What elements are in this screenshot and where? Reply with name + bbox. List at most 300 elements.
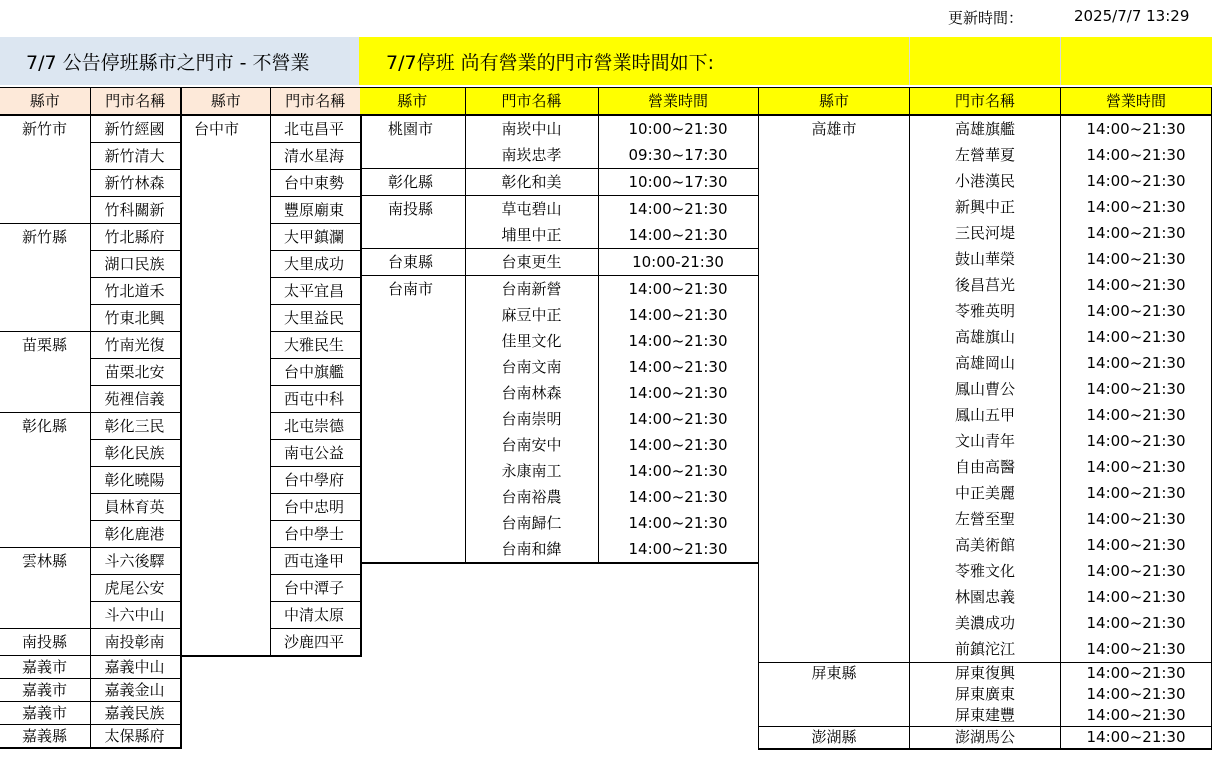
hours-cell: 14:00~21:30 [1061, 454, 1212, 480]
store-cell: 埔里中正 [465, 222, 598, 249]
store-cell: 美濃成功 [910, 610, 1061, 636]
table-row [0, 115, 181, 143]
store-cell: 太保縣府 [90, 725, 181, 749]
table-row [360, 380, 758, 406]
table-row [0, 602, 181, 629]
store-cell: 林園忠義 [910, 584, 1061, 610]
city-cell [182, 494, 271, 521]
table-row [759, 636, 1212, 663]
table-row [182, 413, 361, 440]
store-cell: 豐原廟東 [271, 197, 361, 224]
hours-cell: 14:00~21:30 [1061, 298, 1212, 324]
column-header-store: 門市名稱 [910, 88, 1061, 116]
store-cell: 清水星海 [271, 143, 361, 170]
table-row [182, 332, 361, 359]
city-cell [182, 305, 271, 332]
hours-cell: 14:00~21:30 [598, 510, 758, 536]
hours-cell: 14:00~21:30 [598, 484, 758, 510]
table-row [182, 305, 361, 332]
hours-cell: 14:00~21:30 [598, 302, 758, 328]
table-row [759, 376, 1212, 402]
city-cell [182, 629, 271, 657]
table-row [182, 629, 361, 657]
city-cell [182, 413, 271, 440]
table-row [360, 432, 758, 458]
store-cell: 竹科關新 [90, 197, 181, 224]
store-cell: 虎尾公安 [90, 575, 181, 602]
table-row [759, 480, 1212, 506]
table-row [182, 602, 361, 629]
store-cell: 南崁忠孝 [465, 142, 598, 169]
store-cell: 台中學士 [271, 521, 361, 548]
city-cell [182, 440, 271, 467]
city-cell [0, 143, 90, 170]
city-cell [0, 494, 90, 521]
hours-cell: 14:00~21:30 [1061, 684, 1212, 705]
city-cell [360, 302, 465, 328]
store-cell: 麻豆中正 [465, 302, 598, 328]
hours-cell: 14:00~21:30 [598, 196, 758, 223]
table-row [360, 328, 758, 354]
hours-cell: 14:00~21:30 [598, 406, 758, 432]
table-row [0, 332, 181, 359]
table-row [0, 359, 181, 386]
city-cell [360, 222, 465, 249]
table-row [0, 143, 181, 170]
store-cell: 新竹清大 [90, 143, 181, 170]
hours-cell: 14:00~21:30 [1061, 246, 1212, 272]
city-cell [759, 220, 910, 246]
city-cell: 屏東縣 [759, 663, 910, 685]
hours-cell: 14:00~21:30 [598, 458, 758, 484]
store-cell: 南崁中山 [465, 115, 598, 142]
store-cell: 苓雅文化 [910, 558, 1061, 584]
hours-cell: 14:00~21:30 [1061, 376, 1212, 402]
table-row [759, 272, 1212, 298]
store-cell: 台南裕農 [465, 484, 598, 510]
table-row [759, 727, 1212, 750]
table-row [182, 143, 361, 170]
closed-taichung-table [181, 87, 362, 657]
store-cell: 台南林森 [465, 380, 598, 406]
store-cell: 台中潭子 [271, 575, 361, 602]
city-cell [182, 467, 271, 494]
store-cell: 沙鹿四平 [271, 629, 361, 657]
city-cell [182, 359, 271, 386]
table-row [0, 656, 181, 679]
hours-cell: 14:00~21:30 [1061, 532, 1212, 558]
table-row [0, 305, 181, 332]
table-row [0, 629, 181, 656]
hours-cell: 14:00~21:30 [1061, 194, 1212, 220]
city-cell [182, 170, 271, 197]
table-row [360, 196, 758, 223]
store-cell: 台南安中 [465, 432, 598, 458]
hours-cell: 14:00~21:30 [1061, 350, 1212, 376]
table-row [0, 413, 181, 440]
closed-stores-table [0, 87, 182, 749]
city-cell [759, 272, 910, 298]
hours-cell: 14:00~21:30 [598, 222, 758, 249]
city-cell [0, 305, 90, 332]
store-cell: 大里成功 [271, 251, 361, 278]
store-cell: 新竹經國 [90, 115, 181, 143]
store-cell: 鼓山華榮 [910, 246, 1061, 272]
city-cell [360, 432, 465, 458]
column-header-city: 縣市 [759, 88, 910, 116]
table-row [0, 278, 181, 305]
store-cell: 嘉義中山 [90, 656, 181, 679]
table-row [360, 354, 758, 380]
store-cell: 苓雅英明 [910, 298, 1061, 324]
store-cell: 北屯崇德 [271, 413, 361, 440]
store-cell: 苑裡信義 [90, 386, 181, 413]
store-cell: 彰化民族 [90, 440, 181, 467]
city-cell: 嘉義市 [0, 656, 90, 679]
table-row [360, 115, 758, 142]
city-cell [182, 548, 271, 575]
column-header-store: 門市名稱 [90, 88, 181, 116]
column-header-hours: 營業時間 [1061, 88, 1212, 116]
hours-cell: 14:00~21:30 [1061, 402, 1212, 428]
store-cell: 彰化鹿港 [90, 521, 181, 548]
store-cell: 台南新營 [465, 276, 598, 303]
city-cell: 桃園市 [388, 120, 434, 138]
table-row [0, 725, 181, 749]
store-cell: 高美術館 [910, 532, 1061, 558]
table-row [182, 251, 361, 278]
table-row [182, 170, 361, 197]
hours-cell: 14:00~21:30 [598, 432, 758, 458]
hours-cell: 14:00~21:30 [1061, 428, 1212, 454]
store-cell: 西屯逢甲 [271, 548, 361, 575]
city-cell [182, 575, 271, 602]
hours-cell: 14:00~21:30 [1061, 636, 1212, 663]
table-row [360, 458, 758, 484]
city-cell: 新竹縣 [0, 224, 90, 251]
hours-cell: 14:00~21:30 [1061, 705, 1212, 727]
store-cell: 自由高醫 [910, 454, 1061, 480]
table-row [0, 575, 181, 602]
store-cell: 鳳山曹公 [910, 376, 1061, 402]
store-cell: 大里益民 [271, 305, 361, 332]
store-cell: 永康南工 [465, 458, 598, 484]
store-cell: 北屯昌平 [271, 115, 361, 143]
table-row [0, 521, 181, 548]
column-header-city: 縣市 [360, 88, 465, 116]
store-cell: 佳里文化 [465, 328, 598, 354]
city-cell [360, 458, 465, 484]
table-row [759, 246, 1212, 272]
table-row [759, 532, 1212, 558]
store-cell: 台南歸仁 [465, 510, 598, 536]
table-row [0, 170, 181, 197]
city-cell: 嘉義縣 [0, 725, 90, 749]
city-cell: 新竹市 [22, 120, 68, 139]
hours-cell: 14:00~21:30 [1061, 506, 1212, 532]
store-cell: 中清太原 [271, 602, 361, 629]
store-cell: 新興中正 [910, 194, 1061, 220]
city-cell: 彰化縣 [360, 169, 465, 196]
table-row [759, 684, 1212, 705]
store-cell: 太平宜昌 [271, 278, 361, 305]
city-cell [182, 332, 271, 359]
table-row [759, 584, 1212, 610]
city-cell [759, 480, 910, 506]
city-cell [759, 246, 910, 272]
table-row [759, 298, 1212, 324]
city-cell [759, 684, 910, 705]
hours-cell: 14:00~21:30 [1061, 220, 1212, 246]
store-cell: 屏東建豐 [910, 705, 1061, 727]
hours-cell: 14:00~21:30 [1061, 558, 1212, 584]
store-cell: 中正美麗 [910, 480, 1061, 506]
hours-cell: 14:00~21:30 [598, 354, 758, 380]
store-cell: 台南文南 [465, 354, 598, 380]
column-header-city: 縣市 [0, 88, 90, 116]
store-cell: 竹北縣府 [90, 224, 181, 251]
city-cell [0, 602, 90, 629]
store-cell: 南投彰南 [90, 629, 181, 656]
hours-cell: 14:00~21:30 [598, 328, 758, 354]
city-cell [0, 386, 90, 413]
table-row [759, 194, 1212, 220]
store-cell: 斗六中山 [90, 602, 181, 629]
table-row [360, 536, 758, 563]
table-row [360, 406, 758, 432]
city-cell [759, 454, 910, 480]
table-row [0, 251, 181, 278]
city-cell [0, 359, 90, 386]
table-row [182, 467, 361, 494]
store-cell: 大雅民生 [271, 332, 361, 359]
table-row [759, 220, 1212, 246]
hours-cell: 14:00~21:30 [1061, 663, 1212, 685]
table-row [360, 249, 758, 276]
table-row [759, 428, 1212, 454]
city-cell [759, 142, 910, 168]
table-row [182, 386, 361, 413]
city-cell [759, 532, 910, 558]
table-row [759, 558, 1212, 584]
table-row [0, 197, 181, 224]
city-cell [182, 251, 271, 278]
hours-cell: 10:00~21:30 [598, 115, 758, 142]
hours-cell: 14:00~21:30 [598, 536, 758, 563]
table-row [759, 454, 1212, 480]
column-header-store: 門市名稱 [465, 88, 598, 116]
open-stores-table-b [758, 87, 1212, 750]
city-cell [0, 440, 90, 467]
table-row [759, 663, 1212, 685]
store-cell: 文山青年 [910, 428, 1061, 454]
city-cell: 南投縣 [360, 196, 465, 223]
city-cell [759, 376, 910, 402]
table-row [182, 278, 361, 305]
closed-stores-title: 7/7 公告停班縣市之門市 - 不營業 [0, 37, 359, 85]
table-row [182, 575, 361, 602]
city-cell: 苗栗縣 [0, 332, 90, 359]
store-cell: 屏東復興 [910, 663, 1061, 685]
hours-cell: 14:00~21:30 [1061, 168, 1212, 194]
table-row [182, 494, 361, 521]
city-cell [182, 521, 271, 548]
store-cell: 台南崇明 [465, 406, 598, 432]
city-cell [759, 402, 910, 428]
store-cell: 台中旗艦 [271, 359, 361, 386]
city-cell: 雲林縣 [0, 548, 90, 575]
city-cell [759, 584, 910, 610]
hours-cell: 14:00~21:30 [1061, 584, 1212, 610]
store-cell: 高雄旗山 [910, 324, 1061, 350]
city-cell [759, 350, 910, 376]
table-row [759, 610, 1212, 636]
hours-cell: 14:00~21:30 [598, 380, 758, 406]
city-cell: 台東縣 [360, 249, 465, 276]
column-header-city: 縣市 [182, 88, 271, 116]
store-cell: 左營至聖 [910, 506, 1061, 532]
city-cell [360, 328, 465, 354]
table-row [759, 350, 1212, 376]
open-stores-title: 7/7停班 尚有營業的門市營業時間如下: [359, 37, 1212, 85]
city-cell [182, 224, 271, 251]
city-cell [0, 251, 90, 278]
city-cell [360, 536, 465, 563]
store-cell: 三民河堤 [910, 220, 1061, 246]
table-row [182, 197, 361, 224]
hours-cell: 14:00~21:30 [1061, 142, 1212, 168]
city-cell [360, 406, 465, 432]
table-row [0, 224, 181, 251]
hours-cell: 14:00~21:30 [1061, 324, 1212, 350]
table-row [759, 142, 1212, 168]
store-cell: 彰化曉陽 [90, 467, 181, 494]
table-row [759, 705, 1212, 727]
store-cell: 小港漢民 [910, 168, 1061, 194]
table-row [759, 324, 1212, 350]
table-row [759, 402, 1212, 428]
hours-cell: 10:00~17:30 [598, 169, 758, 196]
store-cell: 台中東勢 [271, 170, 361, 197]
store-cell: 澎湖馬公 [910, 727, 1061, 750]
table-row [0, 702, 181, 725]
city-cell [0, 521, 90, 548]
city-cell [759, 428, 910, 454]
store-cell: 高雄旗艦 [910, 115, 1061, 142]
table-row [182, 440, 361, 467]
store-cell: 鳳山五甲 [910, 402, 1061, 428]
city-cell: 台中市 [182, 115, 271, 143]
table-row [182, 359, 361, 386]
store-cell: 南屯公益 [271, 440, 361, 467]
hours-cell: 14:00~21:30 [598, 276, 758, 303]
store-cell: 新竹林森 [90, 170, 181, 197]
store-cell: 屏東廣東 [910, 684, 1061, 705]
table-row [759, 506, 1212, 532]
table-row [759, 115, 1212, 142]
city-cell [360, 354, 465, 380]
city-cell: 高雄市 [759, 115, 910, 142]
table-row [0, 386, 181, 413]
city-cell [0, 170, 90, 197]
store-cell: 台南和緯 [465, 536, 598, 563]
store-cell: 西屯中科 [271, 386, 361, 413]
store-cell: 台中忠明 [271, 494, 361, 521]
store-cell: 嘉義民族 [90, 702, 181, 725]
store-cell: 彰化和美 [465, 169, 598, 196]
store-cell: 後昌莒光 [910, 272, 1061, 298]
store-cell: 竹南光復 [90, 332, 181, 359]
hours-cell: 14:00~21:30 [1061, 115, 1212, 142]
city-cell [0, 197, 90, 224]
table-row [0, 440, 181, 467]
city-cell [759, 558, 910, 584]
store-cell: 大甲鎮瀾 [271, 224, 361, 251]
table-row [360, 276, 758, 303]
city-cell [182, 197, 271, 224]
table-row [182, 224, 361, 251]
table-row [360, 222, 758, 249]
city-cell [759, 506, 910, 532]
store-cell: 台東更生 [465, 249, 598, 276]
city-cell [360, 510, 465, 536]
hours-cell: 14:00~21:30 [1061, 480, 1212, 506]
store-cell: 高雄岡山 [910, 350, 1061, 376]
store-cell: 草屯碧山 [465, 196, 598, 223]
city-cell: 彰化縣 [0, 413, 90, 440]
update-time-label: 更新時間： [948, 9, 1024, 27]
column-header-store: 門市名稱 [271, 88, 361, 116]
city-cell [759, 168, 910, 194]
city-cell [182, 143, 271, 170]
table-row [182, 548, 361, 575]
city-cell: 台南市 [360, 276, 465, 303]
store-cell: 苗栗北安 [90, 359, 181, 386]
city-cell [759, 705, 910, 727]
column-header-hours: 營業時間 [598, 88, 758, 116]
city-cell [182, 278, 271, 305]
city-cell [0, 278, 90, 305]
city-cell [360, 484, 465, 510]
city-cell [759, 194, 910, 220]
city-cell [759, 298, 910, 324]
title-divider [909, 37, 910, 85]
store-cell: 員林育英 [90, 494, 181, 521]
table-row [360, 510, 758, 536]
store-cell: 左營華夏 [910, 142, 1061, 168]
table-row [360, 142, 758, 169]
store-cell: 竹北道禾 [90, 278, 181, 305]
city-cell [182, 602, 271, 629]
hours-cell: 14:00~21:30 [1061, 727, 1212, 750]
city-cell [0, 467, 90, 494]
update-time-value: 2025/7/7 13:29 [1074, 7, 1190, 25]
city-cell: 澎湖縣 [759, 727, 910, 750]
city-cell [759, 324, 910, 350]
table-row [759, 168, 1212, 194]
hours-cell: 14:00~21:30 [1061, 272, 1212, 298]
table-row [182, 521, 361, 548]
city-cell [759, 610, 910, 636]
store-cell: 台中學府 [271, 467, 361, 494]
store-cell: 前鎮沱江 [910, 636, 1061, 663]
table-row [0, 548, 181, 575]
title-divider [1060, 37, 1061, 85]
city-cell: 嘉義市 [0, 702, 90, 725]
table-row [0, 494, 181, 521]
city-cell [0, 575, 90, 602]
store-cell: 湖口民族 [90, 251, 181, 278]
